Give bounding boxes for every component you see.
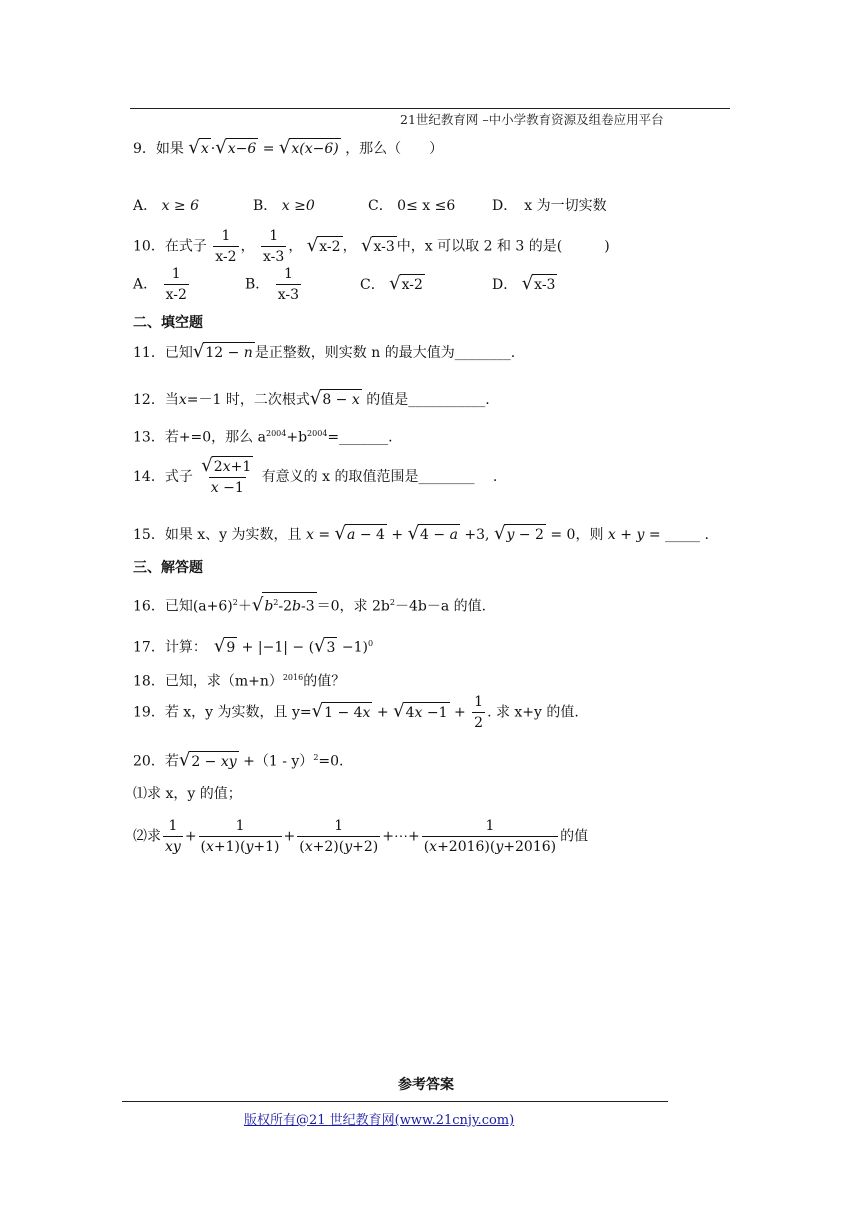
q16-sq: 2 xyxy=(232,598,238,607)
q9-option-c xyxy=(368,196,455,216)
q15-tail: _____ . xyxy=(665,527,709,543)
q18-prefix: 18．已知，求（m+n） xyxy=(133,673,283,690)
q9-d-text: x 为一切实数 xyxy=(524,198,607,214)
q20-part-2-suffix: 的值 xyxy=(560,828,589,845)
q14-suffix: 有意义的 x 的取值范围是________ . xyxy=(261,469,498,485)
question-20: 20．若√2 − xy +（1 - y）$^2$=0. xyxy=(133,749,344,771)
q16-sq2: 2 xyxy=(389,598,395,607)
q12-mid: =－1 时，二次根式 xyxy=(186,392,310,408)
q10-root-2: √x-3 xyxy=(361,234,395,256)
q14-prefix: 14．式子 xyxy=(133,469,193,485)
header-text: 21世纪教育网 –中小学教育资源及组卷应用平台 xyxy=(400,112,664,127)
q10-option-c: C． √x-2 xyxy=(360,273,423,294)
q11-prefix: 11．已知 xyxy=(133,345,193,361)
q9-suffix: ，那么（ ） xyxy=(345,141,444,157)
question-16: 16．已知$(a+6)^2+√b^2-2b-3 =0$，求 $2b^2-4b-a$ 的值. xyxy=(133,592,486,617)
q9-c-label: C． xyxy=(368,198,393,214)
q10-option-d: D． √x-3 xyxy=(492,273,556,294)
header-rule xyxy=(130,108,730,109)
q9-b-text: x ≥0 xyxy=(281,198,315,214)
question-13 xyxy=(133,424,393,448)
q20-prefix: 20．若 xyxy=(133,753,179,770)
q10-frac-2: $\frac{1}{x-3}$ xyxy=(263,228,285,265)
q20-sq: 2 xyxy=(313,753,319,762)
footer-copyright-link[interactable]: 版权所有@21 世纪教育网(www.21cnjy.com) xyxy=(244,1113,515,1128)
q20-part-2: ⑵求 $\frac{1}{xy}$ + $\frac{1}{(x+1)(y+1)}$ + $\frac{1}{(x+2)(y+2)}$ +⋯+ $\frac{1}{(x+2016)(y+2016)}$ 的值 xyxy=(133,818,589,855)
question-10: 10．在式子 $\frac{1}{x-2}$ ， $\frac{1}{x-3}$ ， √x-2 ， √x-3 中，x 可以取 2 和 3 的是( ) xyxy=(133,228,610,265)
q10-b-label: B． xyxy=(245,276,270,293)
q13-exp1: 2004 xyxy=(265,429,287,438)
q12-prefix: 12．当 xyxy=(133,392,179,408)
q10-frac-1: $\frac{1}{x-2}$ xyxy=(215,228,237,265)
q9-b-label: B． xyxy=(253,198,278,214)
q9-prefix: 9．如果 xyxy=(133,141,184,157)
q10-root-1: √x-2 xyxy=(306,234,341,256)
question-12: 12．当x=－1 时，二次根式√8 − x 的值是___________. xyxy=(133,388,490,409)
q9-a-label: A． xyxy=(133,198,158,214)
q9-option-d xyxy=(492,196,607,216)
q13-plus: +b xyxy=(286,429,308,446)
q9-option-a xyxy=(133,196,199,216)
q19-suffix: . 求 x+y 的值. xyxy=(487,704,579,721)
q10-d-label: D． xyxy=(492,277,518,293)
q20-mid: +（1 - y） xyxy=(243,753,314,770)
section-2-title: 二、填空题 xyxy=(133,315,203,331)
q9-d-label: D． xyxy=(492,198,511,214)
q15-suffix: ，则 xyxy=(575,527,604,543)
q10-prefix: 10．在式子 xyxy=(133,238,207,255)
q12-suffix: 的值是___________. xyxy=(366,392,490,408)
footer-rule xyxy=(122,1101,668,1102)
q10-option-a: A． $\frac{1}{x-2}$ xyxy=(133,266,187,303)
question-11: 11．已知√12 − n 是正整数，则实数 n 的最大值为________. xyxy=(133,341,516,362)
q18-suffix: 的值？ xyxy=(303,673,346,690)
q9-c-text: 0≤ x ≤6 xyxy=(397,198,456,214)
q13-tail: =_______. xyxy=(327,429,393,446)
q10-option-b: B． $\frac{1}{x-3}$ xyxy=(245,266,300,303)
question-18 xyxy=(133,668,345,692)
question-9 xyxy=(133,138,443,159)
q16-tail: －4b－a 的值. xyxy=(394,598,487,615)
question-14 xyxy=(133,456,497,498)
q9-expression: √x ·√x−6 = √x(x−6) xyxy=(188,137,339,158)
q18-exp: 2016 xyxy=(282,673,304,682)
q16-mid: ＋ xyxy=(237,598,252,615)
section-3-title: 三、解答题 xyxy=(133,560,203,576)
q17-prefix: 17．计算： xyxy=(133,639,200,656)
q10-a-label: A． xyxy=(133,276,158,293)
q13-text: 13．若+=0，那么 a xyxy=(133,429,266,446)
q13-exp2: 2004 xyxy=(307,429,328,438)
q10-suffix: 中，x 可以取 2 和 3 的是( ) xyxy=(396,238,610,255)
q16-suffix: ＝0，求 2b xyxy=(316,598,390,615)
question-17: 17．计算： $√9 + |-1| - (√3 -1)^0$ xyxy=(133,635,374,657)
q11-suffix: 是正整数，则实数 n 的最大值为________. xyxy=(254,345,516,361)
q20-part-2-prefix: ⑵求 xyxy=(133,828,161,845)
q14-fraction: $\frac{√2x+1}{x -1}$ xyxy=(201,455,252,496)
question-19: 19．若 x，y 为实数，且 y=√1 − 4x + √4x −1 + $\frac{1}{2}$ . 求 x+y 的值. xyxy=(133,694,579,731)
q9-a-text: x ≥ 6 xyxy=(161,198,200,214)
q16-prefix: 16．已知(a+6) xyxy=(133,598,233,615)
q15-prefix: 15．如果 x、y 为实数，且 xyxy=(133,527,302,543)
q10-c-label: C． xyxy=(360,277,385,293)
q19-prefix: 19．若 x，y 为实数，且 y= xyxy=(133,704,312,721)
q9-option-b xyxy=(253,196,315,216)
q20-tail: =0. xyxy=(318,753,344,770)
answers-title: 参考答案 xyxy=(398,1077,454,1093)
question-15: 15．如果 x、y 为实数，且 x = √a − 4 + √4 − a +3, √y − 2 = 0，则 x + y = _____ . xyxy=(133,523,709,544)
q20-part-1: ⑴求 x，y 的值； xyxy=(133,786,242,802)
